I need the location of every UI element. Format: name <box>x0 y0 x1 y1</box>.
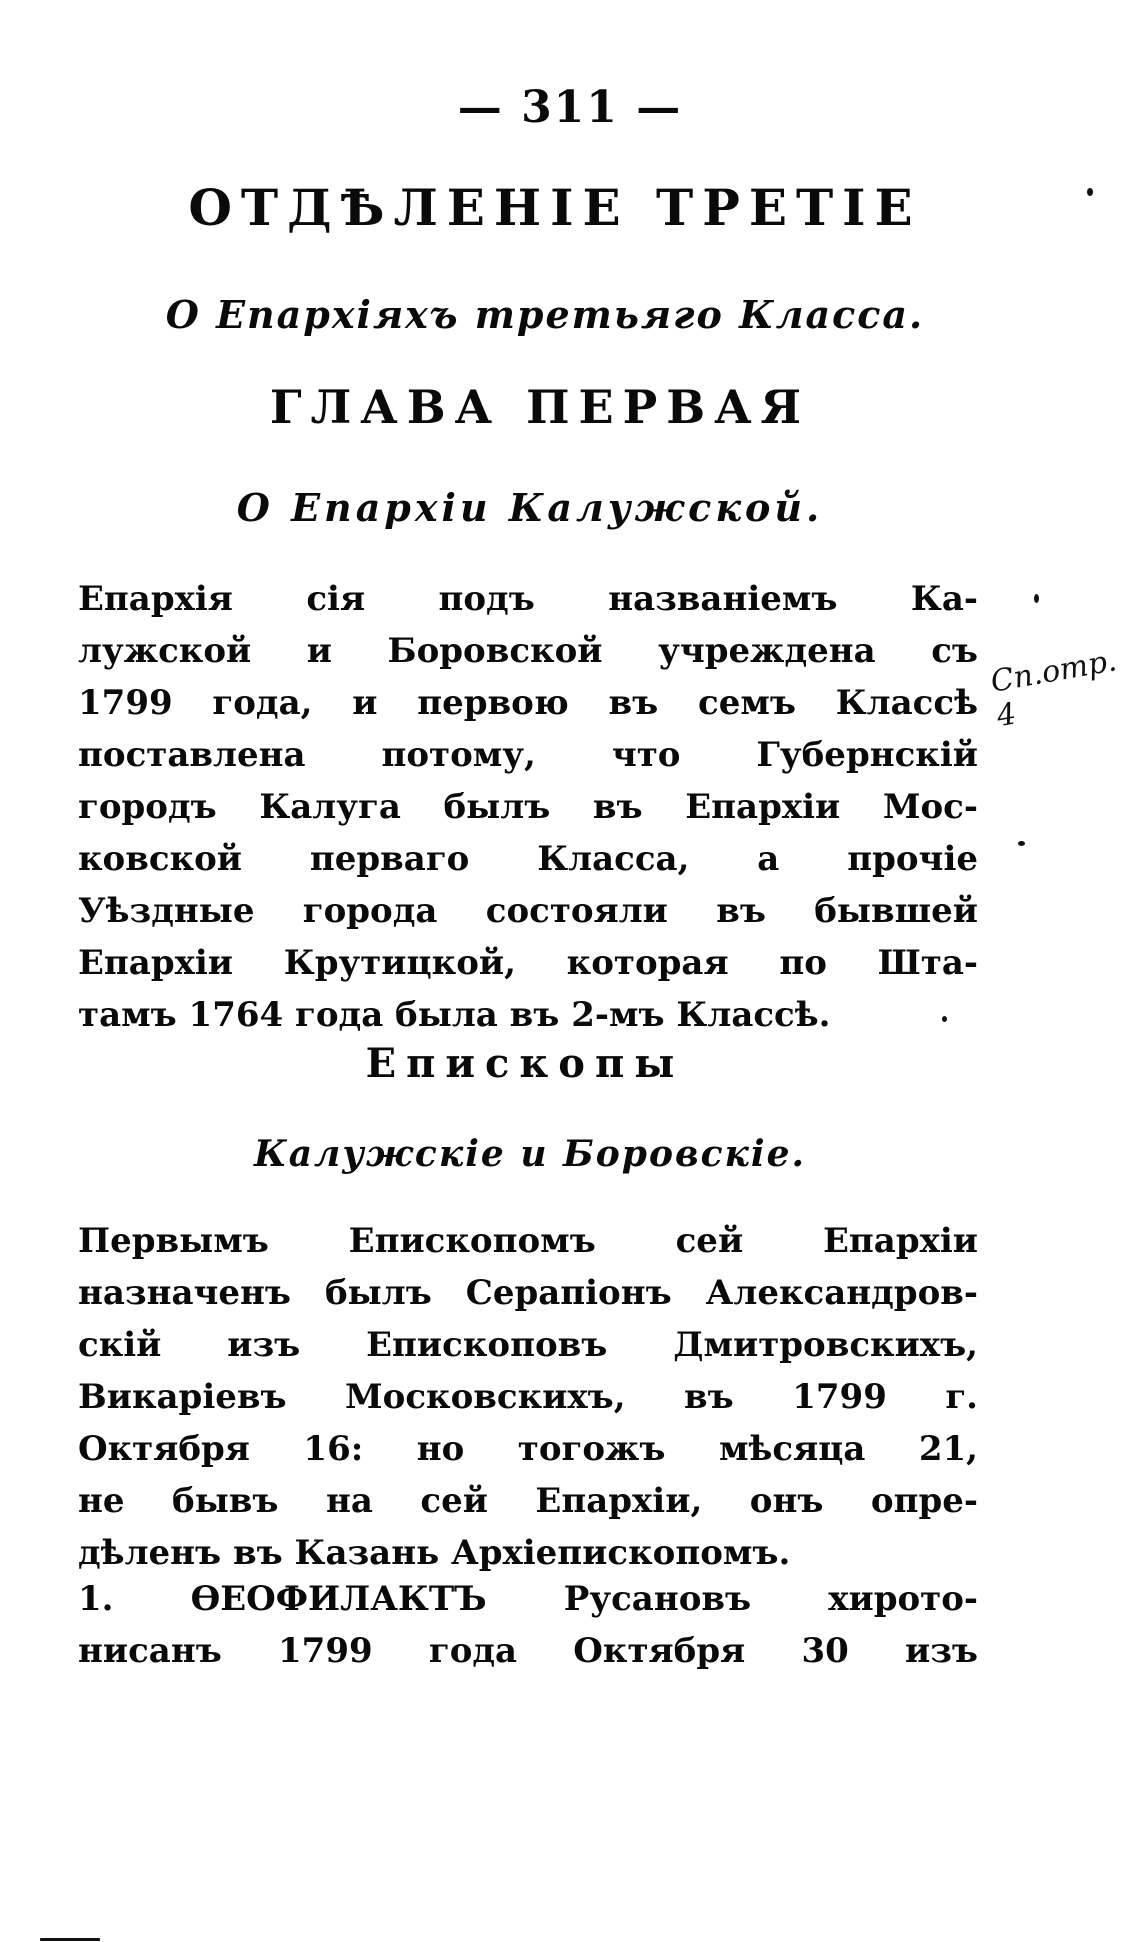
chapter-subheading: О Епархіи Калужской. <box>236 485 824 530</box>
text-line: не бывъ на сей Епархіи, онъ опре- <box>78 1481 978 1521</box>
text-line: тамъ 1764 года была въ 2-мъ Классѣ. <box>78 995 831 1035</box>
text-line: лужской и Боровской учреждена съ <box>78 631 978 671</box>
text-line: городъ Калуга былъ въ Епархіи Мос- <box>78 787 978 827</box>
text-line: Епархія сія подъ названіемъ Ка- <box>78 579 978 619</box>
text-line: 1799 года, и первою въ семъ Классѣ <box>78 683 978 723</box>
text-line: ковской перваго Класса, а прочіе <box>78 839 978 879</box>
first-bishop-paragraph <box>78 1215 978 1579</box>
bishops-subheading: Калужскіе и Боровскіе. <box>253 1133 807 1175</box>
text-line: дѣленъ въ Казань Архіепископомъ. <box>78 1533 791 1573</box>
section-heading: ОТДѢЛЕНІЕ ТРЕТІЕ <box>188 178 922 237</box>
chapter-heading: ГЛАВА ПЕРВАЯ <box>269 380 811 434</box>
handwritten-margin-note: Сп.отр. 4 <box>988 643 1120 735</box>
scan-speck <box>1034 594 1039 603</box>
text-line: назначенъ былъ Серапіонъ Александров- <box>78 1273 978 1313</box>
text-line: скій изъ Епископовъ Дмитровскихъ, <box>78 1325 978 1365</box>
text-line: нисанъ 1799 года Октября 30 изъ <box>78 1631 978 1671</box>
text-line: Епархіи Крутицкой, которая по Шта- <box>78 943 978 983</box>
text-line: поставлена потому, что Губернскій <box>78 735 978 775</box>
text-line: Октября 16: но тогожъ мѣсяца 21, <box>78 1429 978 1469</box>
section-subheading: О Епархіяхъ третьяго Класса. <box>165 292 925 337</box>
bishops-heading: Епископы <box>365 1040 685 1087</box>
scan-speck <box>40 1938 100 1941</box>
text-line: Уѣздные города состояли въ бывшей <box>78 891 978 931</box>
text-line: Первымъ Епископомъ сей Епархіи <box>78 1221 978 1261</box>
scan-speck <box>1018 841 1025 846</box>
page-number: — 311 — <box>457 82 683 133</box>
text-line: 1. ѲЕОФИЛАКТЪ Русановъ хирото- <box>78 1579 978 1619</box>
text-line: Викаріевъ Московскихъ, въ 1799 г. <box>78 1377 978 1417</box>
diocese-history-paragraph <box>78 573 978 1041</box>
scan-speck <box>942 1016 947 1022</box>
scan-speck <box>1087 188 1093 196</box>
bishop-list-paragraph <box>78 1573 978 1677</box>
